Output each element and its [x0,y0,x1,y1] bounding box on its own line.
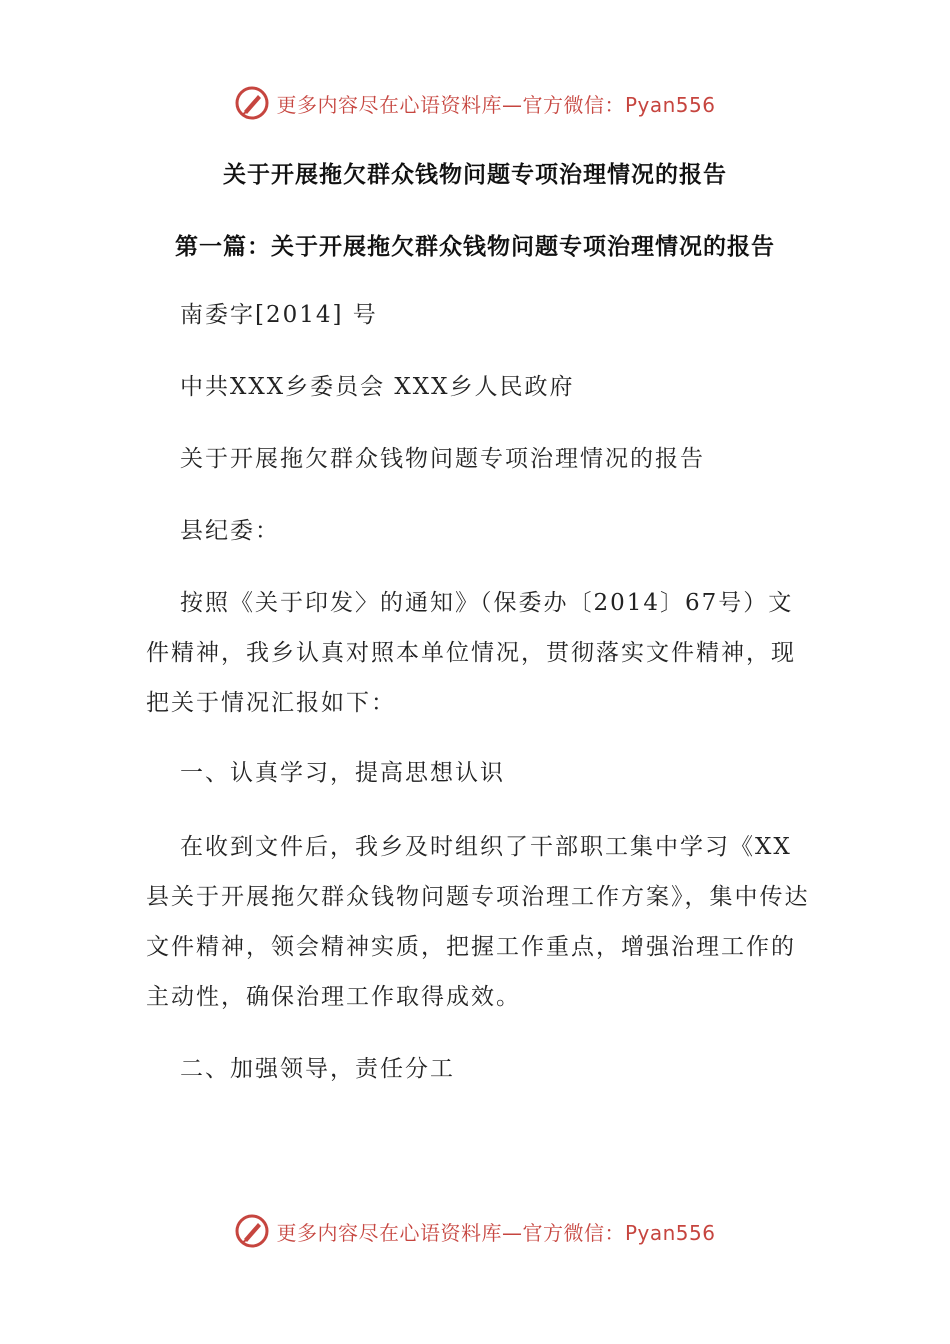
subject-line: 关于开展拖欠群众钱物问题专项治理情况的报告 [180,446,705,472]
watermark-text: 更多内容尽在心语资料库—官方微信：Pyan556 [276,92,716,117]
paragraph-1: 在收到文件后，我乡及时组织了干部职工集中学习《XX县关于开展拖欠群众钱物问题专项治理工作方案》，集中传达文件精神，领会精神实质，把握工作重点，增强治理工作的主动性，确保治理工作取得成效。 [146,834,810,1010]
watermark-banner-bottom [0,1206,950,1256]
doc-number: 南委字[2014] 号 [180,302,378,328]
section-heading-1: 一、认真学习，提高思想认识 [180,760,505,786]
watermark-banner-top [0,78,950,128]
section-heading-2: 二、加强领导，责任分工 [180,1056,455,1082]
pen-seal-icon [234,1213,270,1249]
section-title: 第一篇：关于开展拖欠群众钱物问题专项治理情况的报告 [175,234,775,260]
intro-paragraph: 按照《关于印发〉的通知》（保委办〔2014〕67号）文件精神，我乡认真对照本单位情况，贯彻落实文件精神，现把关于情况汇报如下： [146,590,796,716]
issuer-line: 中共XXX乡委员会 XXX乡人民政府 [180,374,575,400]
addressee: 县纪委： [180,518,280,544]
pen-seal-icon [234,85,270,121]
document-title: 关于开展拖欠群众钱物问题专项治理情况的报告 [223,162,727,188]
watermark-text: 更多内容尽在心语资料库—官方微信：Pyan556 [276,1220,716,1245]
